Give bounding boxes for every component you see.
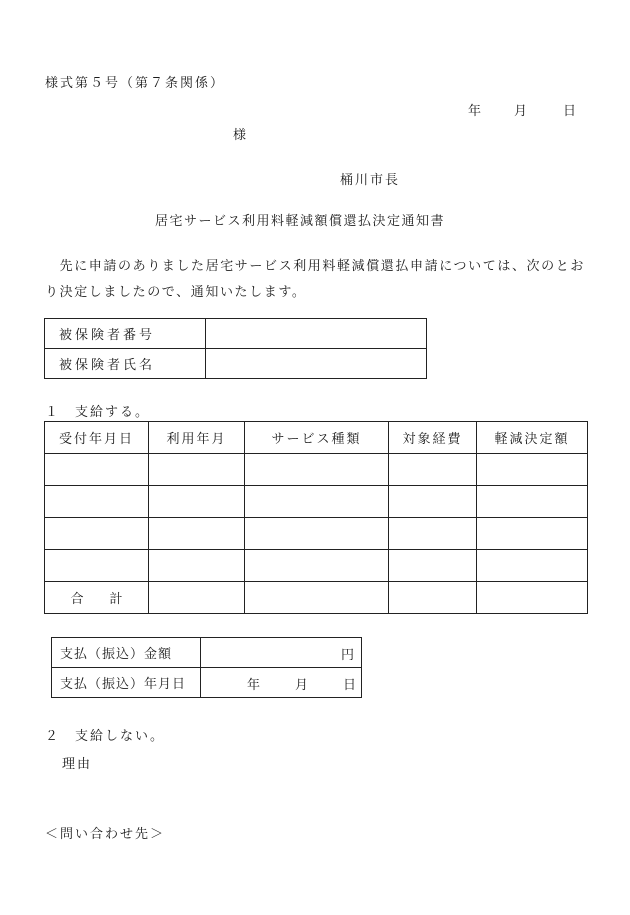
insured-number-label: 被保険者番号 [45, 319, 206, 349]
insured-name-row [45, 349, 427, 379]
table-row [45, 550, 588, 582]
section2-heading: ２ 支給しない。 [45, 729, 166, 744]
col-received-date: 受付年月日 [45, 422, 149, 454]
date-month: 月 [514, 104, 528, 119]
document-title: 居宅サービス利用料軽減額償還払決定通知書 [155, 214, 446, 229]
reason-label: 理由 [62, 757, 93, 772]
insured-number-field[interactable] [206, 319, 427, 349]
payment-date-label: 支払（振込）年月日 [52, 668, 201, 698]
contact-heading: ＜問い合わせ先＞ [45, 827, 166, 842]
payment-date-month: 月 [295, 678, 309, 693]
insured-name-field[interactable] [206, 349, 427, 379]
total-label: 合 計 [45, 582, 149, 614]
table-row [45, 518, 588, 550]
col-service-type: サービス種類 [245, 422, 389, 454]
payment-amount-table [51, 637, 362, 698]
insured-number-row [45, 319, 427, 349]
date-year: 年 [468, 104, 482, 119]
body-text: 先に申請のありました居宅サービス利用料軽減償還払申請については、次のとおり決定しましたので、通知いたします。 [45, 259, 585, 300]
addressee-suffix: 様 [233, 128, 247, 143]
sender-name: 桶川市長 [340, 173, 401, 188]
date-day: 日 [563, 104, 577, 119]
amount-field[interactable] [201, 638, 362, 668]
payment-date-year: 年 [247, 678, 261, 693]
insured-table [44, 318, 427, 379]
payment-date-row [52, 668, 362, 698]
col-reduction-amount: 軽減決定額 [477, 422, 588, 454]
total-row [45, 582, 588, 614]
section1-heading: １ 支給する。 [45, 405, 151, 420]
insured-name-label: 被保険者氏名 [45, 349, 206, 379]
payment-header-row [45, 422, 588, 454]
table-row [45, 454, 588, 486]
amount-row [52, 638, 362, 668]
payment-details-table [44, 421, 588, 614]
amount-label: 支払（振込）金額 [52, 638, 201, 668]
table-row [45, 486, 588, 518]
payment-date-day: 日 [343, 678, 357, 693]
col-usage-month: 利用年月 [149, 422, 245, 454]
amount-unit: 円 [340, 648, 354, 663]
col-eligible-cost: 対象経費 [389, 422, 477, 454]
payment-date-field[interactable] [201, 668, 362, 698]
form-number: 様式第５号（第７条関係） [45, 76, 226, 91]
